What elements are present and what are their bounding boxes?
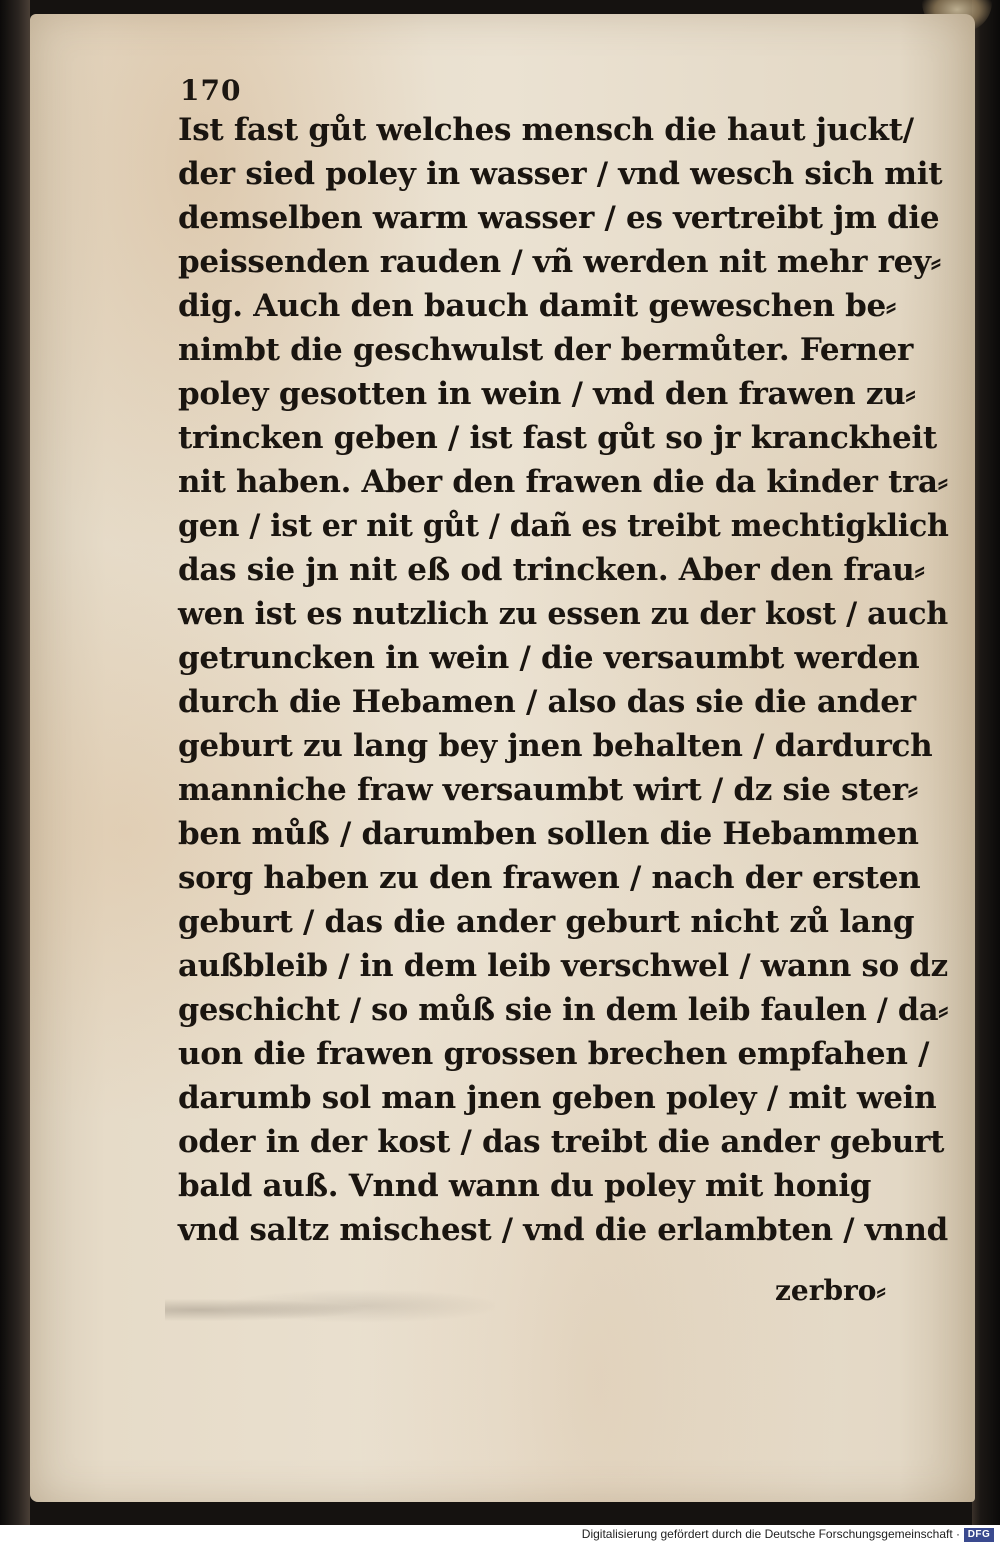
book-cover-edge [972,0,1000,1525]
text-line: wen ist es nutzlich zu essen zu der kost / auch [178,596,948,632]
book-binding-edge [0,0,30,1525]
text-line: trincken geben / ist fast gůt so jr kranckheit [178,420,937,456]
text-line: oder in der kost / das treibt die ander geburt [178,1124,945,1160]
page-number: 170 [180,74,242,107]
dfg-logo: DFG [964,1528,994,1542]
catchword: zerbro⸗ [775,1274,886,1307]
text-line: außbleib / in dem leib verschwel / wann so dz [178,948,948,984]
ink-bleed-through [165,1290,495,1330]
text-line: durch die Hebamen / also das sie die ander [178,684,916,720]
text-line: dig. Auch den bauch damit geweschen be⸗ [178,288,896,324]
text-line: geschicht / so můß sie in dem leib faulen / da⸗ [178,992,949,1028]
text-line: darumb sol man jnen geben poley / mit wein [178,1080,937,1116]
text-line: geburt / das die ander geburt nicht zů lang [178,904,915,940]
text-line: gen / ist er nit gůt / dañ es treibt mechtigklich [178,508,949,544]
text-line: sorg haben zu den frawen / nach der ersten [178,860,921,896]
text-line: nimbt die geschwulst der bermůter. Ferner [178,332,914,368]
footer-bar [0,1525,1000,1546]
text-line: bald auß. Vnnd wann du poley mit honig [178,1168,872,1204]
text-line: das sie jn nit eß od trincken. Aber den frau⸗ [178,552,925,588]
text-line: nit haben. Aber den frawen die da kinder tra⸗ [178,464,948,500]
book-page [30,14,975,1502]
text-line: uon die frawen grossen brechen empfahen / [178,1036,930,1072]
text-line: geburt zu lang bey jnen behalten / dardurch [178,728,933,764]
funding-credit: Digitalisierung gefördert durch die Deutsche Forschungsgemeinschaft · [581,1527,960,1541]
text-line: peissenden rauden / vñ werden nit mehr rey⸗ [178,244,941,280]
text-line: manniche fraw versaumbt wirt / dz sie ster⸗ [178,772,918,808]
text-line: der sied poley in wasser / vnd wesch sich mit [178,156,943,192]
text-line: Ist fast gůt welches mensch die haut juckt/ [178,112,914,148]
text-line: demselben warm wasser / es vertreibt jm die [178,200,940,236]
text-line: poley gesotten in wein / vnd den frawen zu⸗ [178,376,916,412]
text-line: vnd saltz mischest / vnd die erlambten / vnnd [178,1212,948,1248]
text-line: ben můß / darumben sollen die Hebammen [178,816,919,852]
text-line: getruncken in wein / die versaumbt werden [178,640,920,676]
